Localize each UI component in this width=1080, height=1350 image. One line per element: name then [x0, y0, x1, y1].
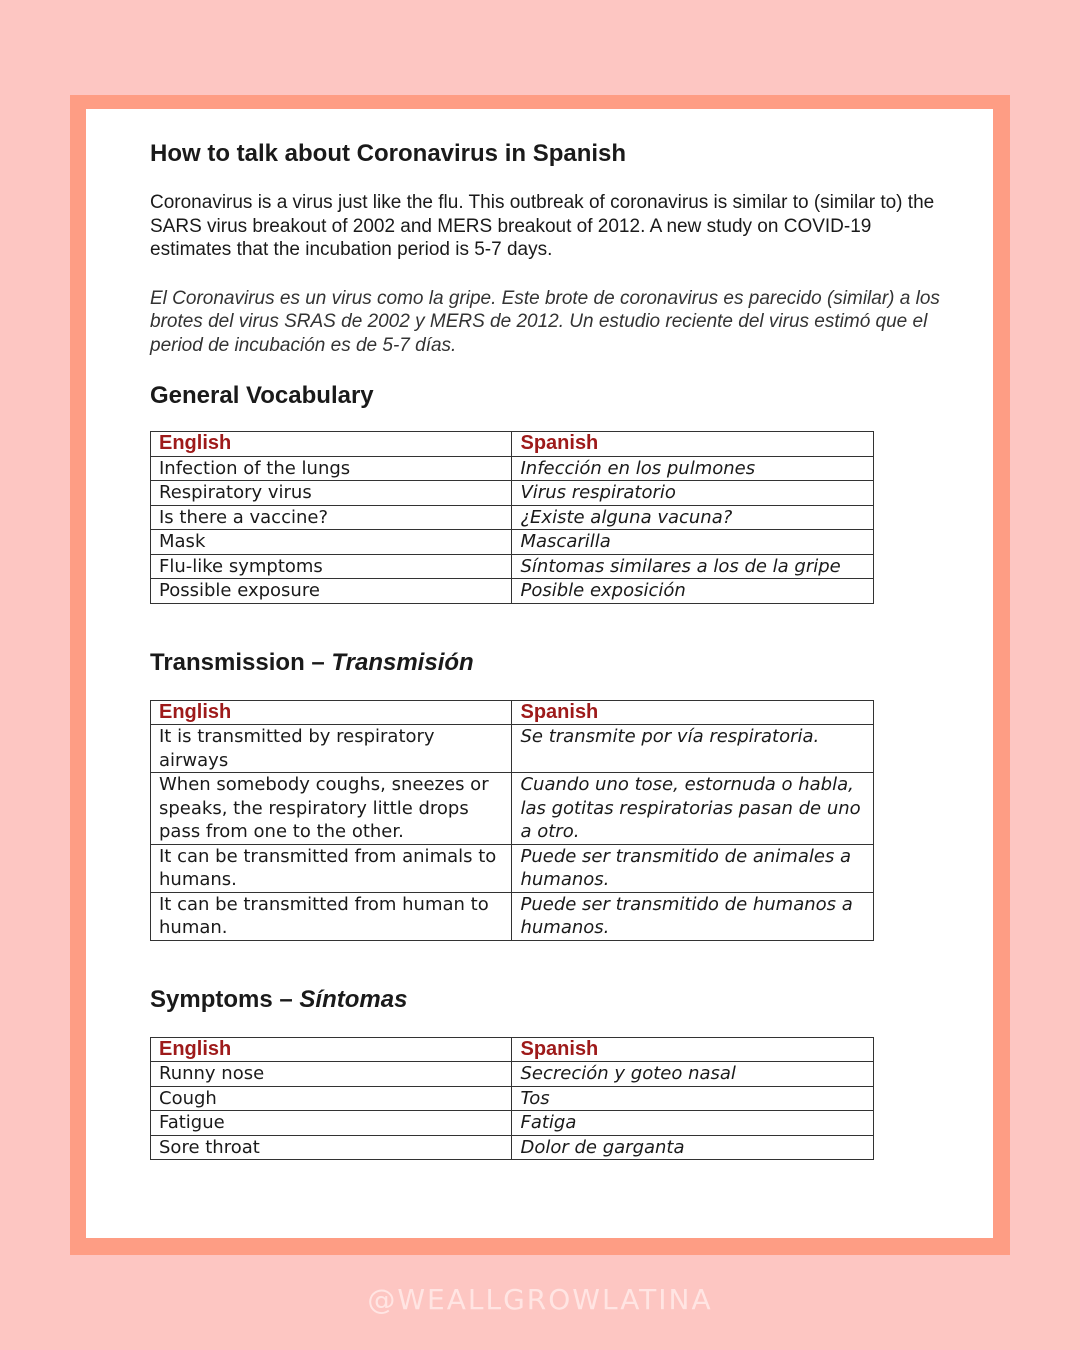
table-row — [151, 1062, 874, 1087]
table-row — [151, 1111, 874, 1136]
cell-english: Mask — [151, 530, 512, 555]
cell-spanish: Síntomas similares a los de la gripe — [512, 554, 874, 579]
column-header-spanish: Spanish — [512, 700, 874, 725]
symptoms-heading — [150, 985, 950, 1015]
symptoms-table — [150, 1037, 874, 1161]
cell-spanish: Fatiga — [512, 1111, 874, 1136]
table-row — [151, 892, 874, 940]
intro-english: Coronavirus is a virus just like the flu. This outbreak of coronavirus is similar to (similar to) the SARS virus breakout of 2002 and MERS breakout of 2012. A new study on COVID-19 estimates that the incubation period is 5-7 days. — [150, 192, 935, 260]
cell-spanish: Cuando uno tose, estornuda o habla, las gotitas respiratorias pasan de uno a otro. — [512, 773, 874, 845]
column-header-english: English — [151, 432, 512, 457]
symptoms-heading-english: Symptoms – — [150, 985, 293, 1013]
page-frame — [70, 95, 1010, 1255]
general-vocabulary-table — [150, 431, 874, 604]
cell-spanish: Mascarilla — [512, 530, 874, 555]
cell-spanish: Se transmite por vía respiratoria. — [512, 725, 874, 773]
transmission-table — [150, 700, 874, 941]
cell-spanish: Puede ser transmitido de humanos a humanos. — [512, 892, 874, 940]
table-row — [151, 773, 874, 845]
cell-english: Sore throat — [151, 1135, 512, 1160]
table-header-row — [151, 432, 874, 457]
transmission-heading — [150, 648, 950, 678]
table-row — [151, 505, 874, 530]
cell-english: Fatigue — [151, 1111, 512, 1136]
table-row — [151, 554, 874, 579]
table-row — [151, 725, 874, 773]
intro-spanish: El Coronavirus es un virus como la gripe. Este brote de coronavirus es parecido (similar) a los brotes del virus SRAS de 2002 y MERS de 2012. Un estudio reciente del virus estimó que el period de incubación es de 5-7 días. — [150, 287, 940, 356]
general-vocabulary-heading: General Vocabulary — [150, 382, 374, 409]
table-row — [151, 1135, 874, 1160]
table-row — [151, 1086, 874, 1111]
cell-english: It can be transmitted from human to human. — [151, 892, 512, 940]
document-page — [86, 109, 993, 1238]
table-header-row — [151, 1037, 874, 1062]
cell-english: Is there a vaccine? — [151, 505, 512, 530]
watermark: @WEALLGROWLATINA — [367, 1283, 713, 1316]
cell-spanish: ¿Existe alguna vacuna? — [512, 505, 874, 530]
table-row — [151, 579, 874, 604]
cell-english: Flu-like symptoms — [151, 554, 512, 579]
cell-english: Possible exposure — [151, 579, 512, 604]
cell-english: When somebody coughs, sneezes or speaks, the respiratory little drops pass from one to the other. — [151, 773, 512, 845]
cell-english: Cough — [151, 1086, 512, 1111]
transmission-heading-spanish: Transmisión — [331, 648, 474, 676]
table-row — [151, 530, 874, 555]
table-row — [151, 844, 874, 892]
cell-spanish: Virus respiratorio — [512, 481, 874, 506]
cell-spanish: Secreción y goteo nasal — [512, 1062, 874, 1087]
transmission-heading-english: Transmission – — [150, 648, 325, 676]
cell-english: It can be transmitted from animals to humans. — [151, 844, 512, 892]
cell-english: Infection of the lungs — [151, 456, 512, 481]
column-header-english: English — [151, 1037, 512, 1062]
document-content — [150, 139, 950, 1160]
cell-english: It is transmitted by respiratory airways — [151, 725, 512, 773]
cell-english: Respiratory virus — [151, 481, 512, 506]
cell-spanish: Infección en los pulmones — [512, 456, 874, 481]
column-header-english: English — [151, 700, 512, 725]
table-row — [151, 481, 874, 506]
table-header-row — [151, 700, 874, 725]
cell-english: Runny nose — [151, 1062, 512, 1087]
column-header-spanish: Spanish — [512, 432, 874, 457]
page-title: How to talk about Coronavirus in Spanish — [150, 140, 627, 167]
cell-spanish: Posible exposición — [512, 579, 874, 604]
table-row — [151, 456, 874, 481]
cell-spanish: Puede ser transmitido de animales a humanos. — [512, 844, 874, 892]
cell-spanish: Dolor de garganta — [512, 1135, 874, 1160]
symptoms-heading-spanish: Síntomas — [299, 985, 408, 1013]
cell-spanish: Tos — [512, 1086, 874, 1111]
column-header-spanish: Spanish — [512, 1037, 874, 1062]
